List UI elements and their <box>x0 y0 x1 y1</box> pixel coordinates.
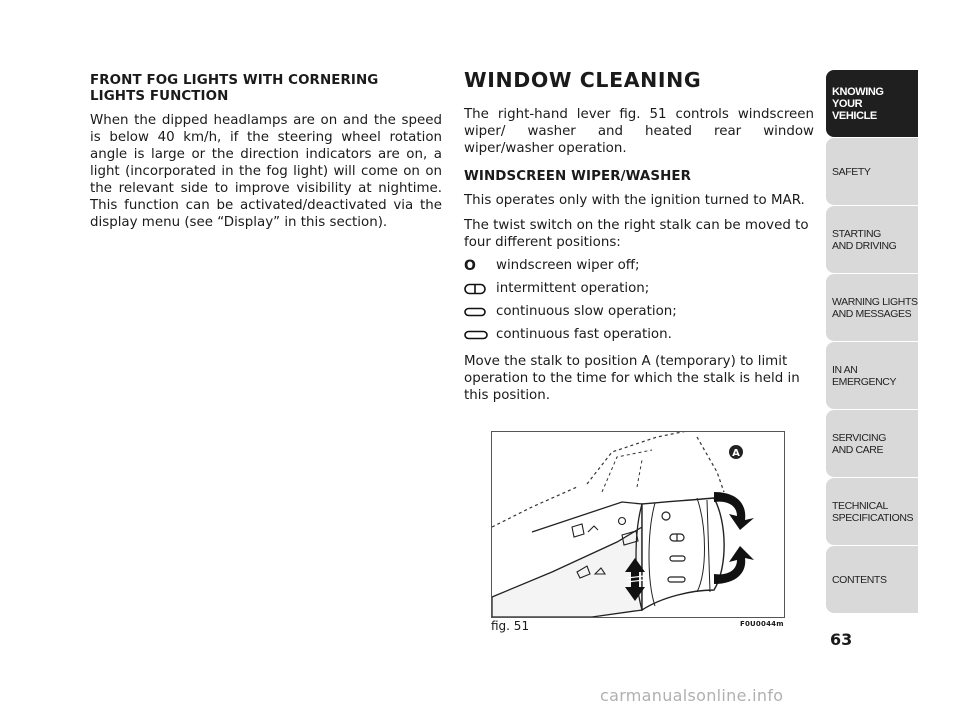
watermark: carmanualsonline.info <box>600 686 784 705</box>
position-text-intermittent: intermittent operation; <box>496 281 650 296</box>
chapter-sidebar <box>826 70 918 614</box>
wiper-washer-heading: WINDSCREEN WIPER/WASHER <box>464 169 692 184</box>
position-item-off <box>464 254 814 277</box>
page-number: 63 <box>830 630 853 649</box>
tab-warning-lights[interactable] <box>826 274 918 341</box>
right-column <box>464 68 814 412</box>
position-item-intermittent <box>464 277 814 300</box>
position-item-fast <box>464 323 814 346</box>
tab-label: STARTING AND DRIVING <box>832 227 897 252</box>
stalk-illustration <box>492 432 784 617</box>
left-column <box>90 73 442 231</box>
intermittent-symbol <box>464 283 496 295</box>
fog-lights-heading-line1: FRONT FOG LIGHTS WITH CORNERING <box>90 73 379 88</box>
position-text-fast: continuous fast operation. <box>496 327 672 342</box>
intro-paragraph: The right-hand lever fig. 51 controls windscreen wiper/ washer and heated rear window wiper/washer operation. <box>464 107 814 156</box>
fog-lights-body: When the dipped headlamps are on and the speed is below 40 km/h, if the steering wheel rotation angle is large or the direction indicators are on, a light (incorporated in the fog light) will come on on the relevant side to improve visibility at nightime. This function can be activated/deactivated via the display menu (see “Display” in this section). <box>90 113 442 230</box>
tab-knowing-your-vehicle[interactable] <box>826 70 918 137</box>
positions-intro: The twist switch on the right stalk can be moved to four different positions: <box>464 218 809 250</box>
tab-safety[interactable] <box>826 138 918 205</box>
position-item-slow <box>464 300 814 323</box>
tab-starting-and-driving[interactable] <box>826 206 918 273</box>
fast-symbol <box>464 329 496 341</box>
tab-label: SAFETY <box>832 165 871 178</box>
position-text-off: windscreen wiper off; <box>496 258 640 273</box>
position-text-slow: continuous slow operation; <box>496 304 677 319</box>
tab-label: CONTENTS <box>832 573 887 586</box>
fog-lights-heading <box>90 73 442 105</box>
slow-symbol <box>464 306 496 318</box>
tab-label: SERVICING AND CARE <box>832 431 886 456</box>
position-list <box>464 254 814 346</box>
stalk-figure <box>491 431 785 618</box>
figure-caption: fig. 51 <box>491 619 530 633</box>
tab-technical-specifications[interactable] <box>826 478 918 545</box>
tab-contents[interactable] <box>826 546 918 613</box>
wiper-off-symbol: O <box>464 257 476 274</box>
tab-servicing-and-care[interactable] <box>826 410 918 477</box>
tab-label: IN AN EMERGENCY <box>832 363 897 388</box>
tab-label: TECHNICAL SPECIFICATIONS <box>832 499 914 524</box>
tab-label: WARNING LIGHTS AND MESSAGES <box>832 295 918 320</box>
fog-lights-heading-line2: LIGHTS FUNCTION <box>90 89 229 104</box>
section-title: WINDOW CLEANING <box>464 68 702 92</box>
tab-label: KNOWING YOUR VEHICLE <box>832 85 884 122</box>
tab-in-an-emergency[interactable] <box>826 342 918 409</box>
figure-label-a: A <box>732 448 740 459</box>
temporary-paragraph: Move the stalk to position A (temporary) to limit operation to the time for which the stalk is held in this position. <box>464 354 800 403</box>
figure-code: F0U0044m <box>740 620 784 628</box>
ignition-paragraph: This operates only with the ignition turned to MAR. <box>464 193 805 208</box>
